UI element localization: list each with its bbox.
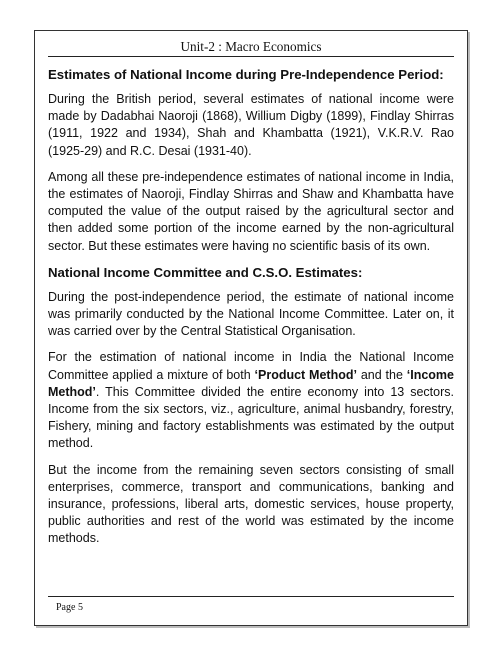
page-header: Unit-2 : Macro Economics (180, 39, 322, 54)
document-page (34, 30, 468, 626)
paragraph-remaining-sectors: But the income from the remaining seven sectors consisting of small enterprises, commerce, transport and communications, banking and insurance, professions, liberal arts, domestic services, house property, public authorities and rest of the world was estimated by the income methods. (48, 462, 454, 546)
text-span: . This Committee divided the entire economy into 13 sectors. Income from the six sectors, viz., agriculture, animal husbandry, forestry, Fishery, mining and factory establishments was estimated by the output method. (48, 384, 454, 451)
paragraph-post-independence: During the post-independence period, the estimate of national income was primarily conducted by the National Income Committee. Later on, it was carried over by the Central Statistical Organisation. (48, 289, 454, 339)
text-span: and the (356, 367, 407, 382)
page-number: Page 5 (56, 602, 83, 613)
paragraph-pre-independence-estimates: Among all these pre-independence estimates of national income in India, the estimates of Naoroji, Findlay Shirras and Shaw and Khambatta have computed the value of the output raised by the agricultural sector and then added some portion of the income earned by the non-agricultural sector. But these estimates were having no scientific basis of its own. (48, 169, 454, 253)
text-span: For the estimation of national income in India the National Income Committee applied a mixture of both (48, 350, 454, 382)
section-heading-national-income-committee: National Income Committee and C.S.O. Estimates: (48, 264, 363, 280)
footer-divider (48, 596, 454, 597)
paragraph-estimation-methods (48, 349, 454, 452)
bold-term-product-method: ‘Product Method’ (254, 367, 357, 382)
bold-term-income-method: ‘Income Method’ (48, 367, 454, 399)
page-content (48, 66, 454, 557)
paragraph-british-period: During the British period, several estimates of national income were made by Dadabhai Naoroji (1868), Willium Digby (1899), Findlay Shirras (1911, 1922 and 1934), Shah and Khambatta (1921), V.K.R.V. Rao (1925-29) and R.C. Desai (1931-40). (48, 92, 454, 158)
header-divider (48, 56, 454, 57)
section-heading-pre-independence: Estimates of National Income during Pre-Independence Period: (48, 67, 444, 82)
